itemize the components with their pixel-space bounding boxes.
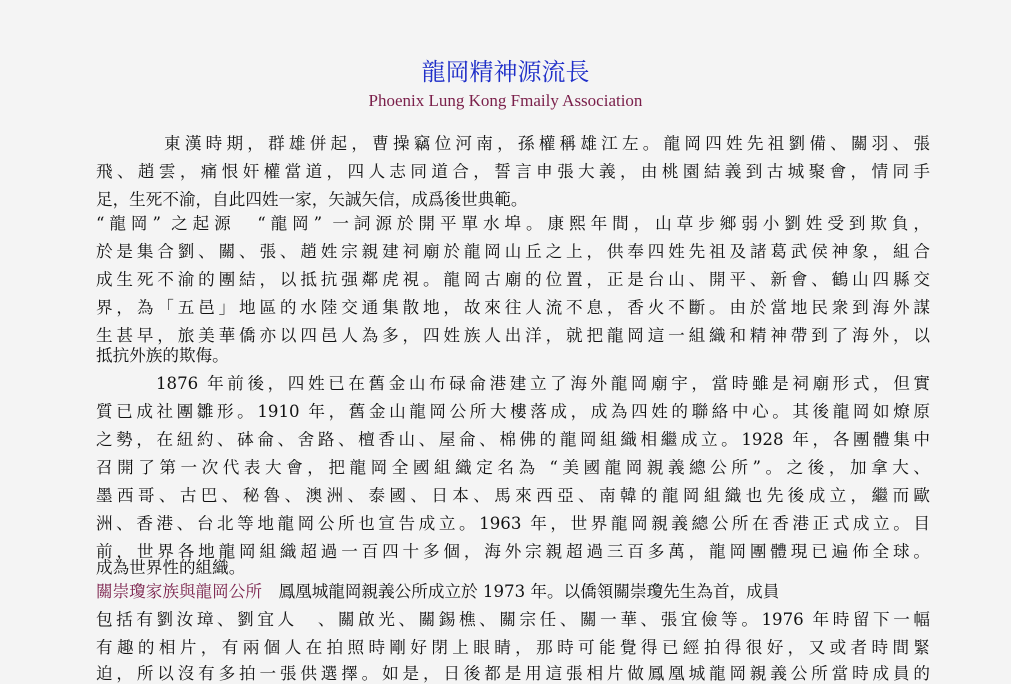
paragraph-line: 界，為「五邑」地區的水陸交通集散地，故來往人流不息，香火不斷。由於當地民衆到海外謀 [96, 298, 930, 317]
paragraph-line: 有趣的相片，有兩個人在拍照時剛好閉上眼睛，那時可能覺得已經拍得很好，又或者時間緊 [96, 638, 930, 657]
paragraph-line: 於是集合劉、關、張、趙姓宗親建祠廟於龍岡山丘之上，供奉四姓先祖及諸葛武侯神象，組合 [96, 242, 930, 261]
paragraph-line: 抵抗外族的欺侮。 [96, 346, 229, 365]
paragraph-line: 前，世界各地龍岡組織超過一百四十多個，海外宗親超過三百多萬，龍岡團體現已遍佈全球。 [96, 542, 930, 561]
paragraph-line: 成為世界性的組織。 [96, 558, 246, 577]
paragraph-line: 召開了第一次代表大會，把龍岡全國組織定名為 “美國龍岡親義總公所”。之後，加拿大、 [96, 458, 930, 477]
paragraph-line: 鳳凰城龍岡親義公所成立於 1973 年。以僑領關崇瓊先生為首，成員 [261, 582, 780, 601]
section-heading [96, 578, 779, 606]
paragraph-line: 成生死不渝的團結，以抵抗强鄰虎視。龍岡古廟的位置，正是台山、開平、新會、鶴山四縣交 [96, 270, 930, 289]
paragraph-line: 質已成社團雛形。1910 年，舊金山龍岡公所大樓落成，成為四姓的聯絡中心。其後龍岡如燎原 [96, 402, 930, 421]
paragraph-line: 包括有劉汝璋、劉宜人 、關啟光、關錫樵、關宗任、關一華、張宜儉等。1976 年時留下一幅 [96, 610, 930, 629]
paragraph-line: 足，生死不渝，自此四姓一家，矢誠矢信，成爲後世典範。 [96, 190, 528, 209]
paragraph-line: 生甚早，旅美華僑亦以四邑人為多，四姓族人出洋，就把龍岡這一組織和精神帶到了海外，以 [96, 326, 930, 345]
section-lead-title: 關崇瓊家族與龍岡公所 [96, 582, 262, 601]
page-subtitle: Phoenix Lung Kong Fmaily Association [368, 91, 643, 110]
paragraph-line: 1876 年前後，四姓已在舊金山布碌侖港建立了海外龍岡廟宇，當時雖是祠廟形式，但實 [156, 374, 930, 393]
paragraph-line: 之勢，在紐約、砵侖、舍路、檀香山、屋侖、棉佛的龍岡組織相繼成立。1928 年，各團體集中 [96, 430, 930, 449]
paragraph-line: 墨西哥、古巴、秘魯、澳洲、泰國、日本、馬來西亞、南韓的龍岡組織也先後成立，繼而歐 [96, 486, 930, 505]
page-title: 龍岡精神源流長 [421, 58, 590, 86]
paragraph-line: “龍岡” 之起源 “龍岡” 一詞源於開平單水埠。康熙年間，山草步鄉弱小劉姓受到欺負， [96, 214, 930, 233]
paragraph-line: 飛、趙雲，痛恨奸權當道，四人志同道合，誓言申張大義，由桃園結義到古城聚會，情同手 [96, 162, 930, 181]
paragraph-line: 迫，所以沒有多拍一張供選擇。如是，日後都是用這張相片做鳳凰城龍岡親義公所當時成員的 [96, 664, 930, 683]
paragraph-line: 洲、香港、台北等地龍岡公所也宣告成立。1963 年，世界龍岡親義總公所在香港正式成立。目 [96, 514, 930, 533]
paragraph-line: 東漢時期，群雄併起，曹操竊位河南，孫權稱雄江左。龍岡四姓先祖劉備、關羽、張 [164, 134, 930, 153]
